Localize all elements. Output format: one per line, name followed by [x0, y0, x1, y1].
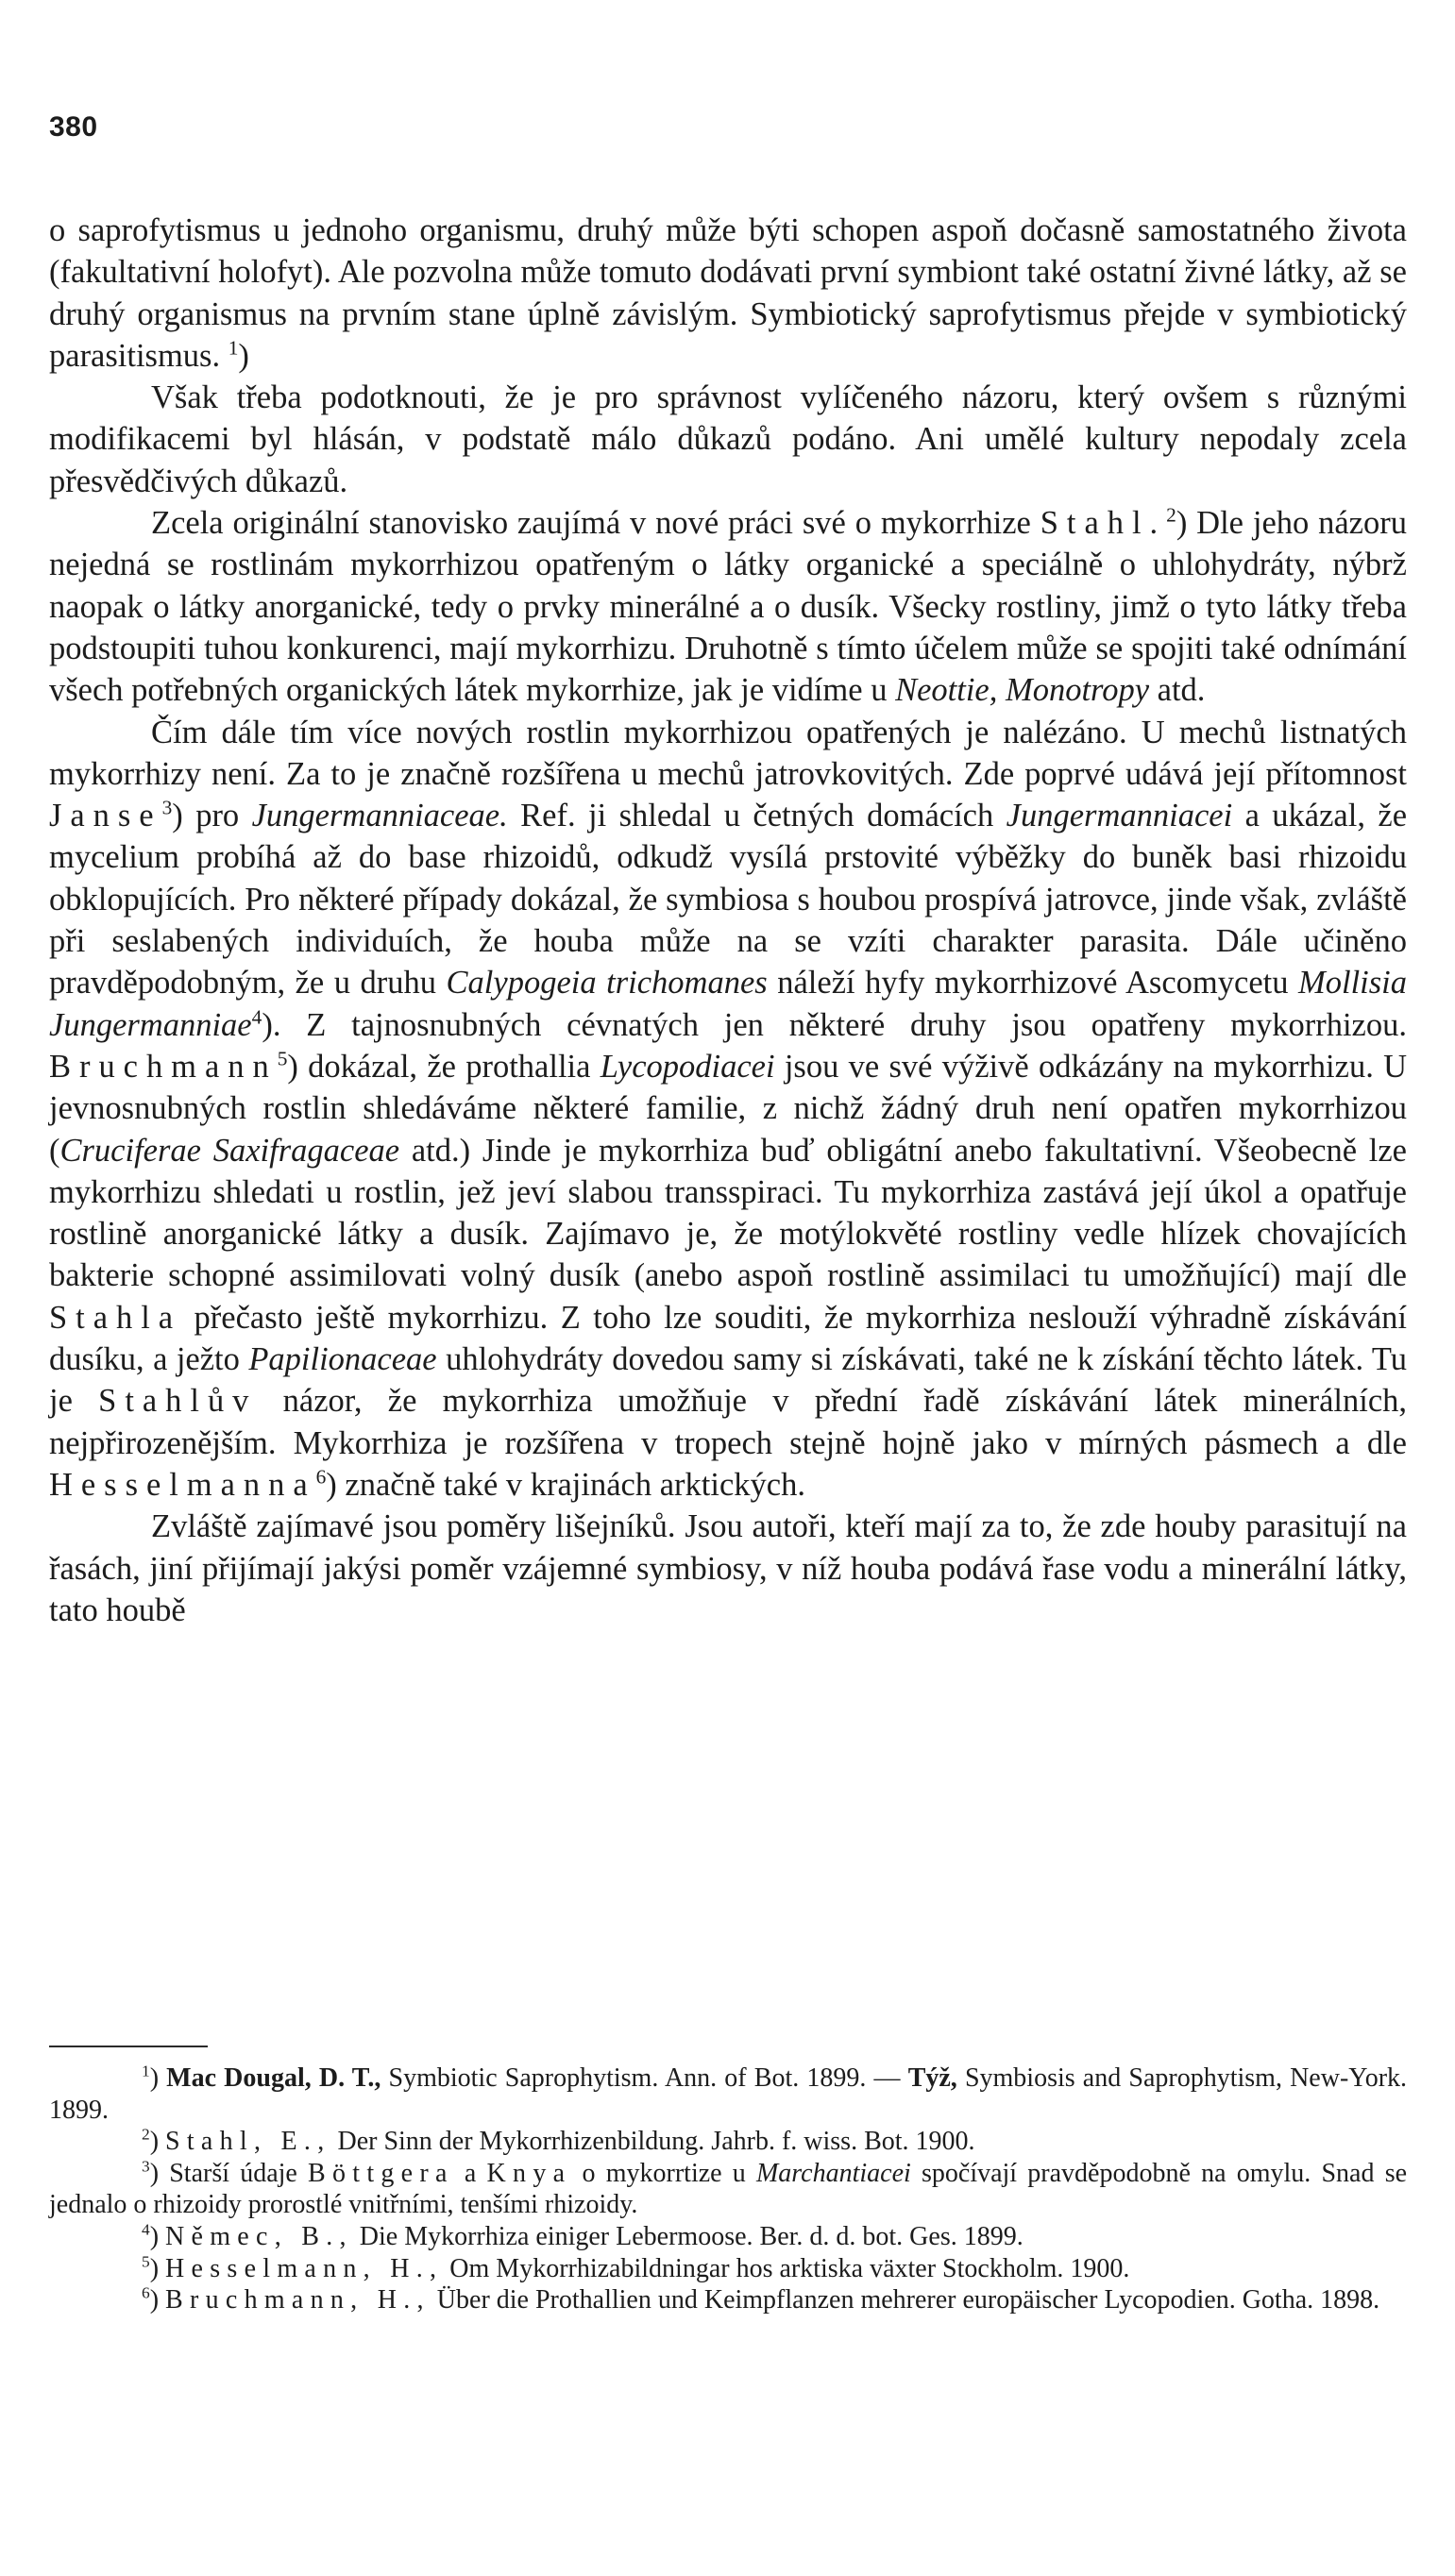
- footnote-ref: 6: [315, 1465, 327, 1489]
- paragraph-text: uhlohydráty dovedou samy si získávati, také ne k získání těchto látek. Tu je: [49, 1341, 1408, 1420]
- footnote-ref: 4: [251, 1005, 262, 1029]
- paragraph-text: přečasto ještě mykorrhizu. Z toho lze souditi, že mykorrhiza neslouží výhradně získávání dusíku, a ježto: [49, 1299, 1407, 1378]
- taxon-name: Marchantiacei: [755, 2158, 911, 2188]
- paragraph-text: náleží hyfy mykorrhizové Ascomycetu: [777, 965, 1289, 1002]
- author-name: Böttgera: [308, 2158, 454, 2188]
- author-name: Hesselmanna: [49, 1466, 316, 1503]
- page-number: 380: [49, 111, 98, 143]
- author-name: Mac Dougal, D. T.,: [166, 2063, 381, 2093]
- author-name: Stahla: [49, 1299, 182, 1336]
- footnotes: [49, 2062, 1407, 2316]
- paragraph-text: Čím dále tím více nových rostlin mykorrhizou opatřených je nalézáno. U mechů listnatých mykorrhizy není. Za to je značně rozšířena u mechů jatrovkovitých. Zde poprvé udává její přítomnost: [49, 714, 1407, 792]
- paragraph-text: jsou ve své výživě odkázány na mykorrhizu. U jevnosnubných rostlin shledáváme některé familie, z nichž žádný druh není opatřen mykorrhizou (: [49, 1048, 1408, 1169]
- paragraph-lisejniky: [49, 1506, 1407, 1631]
- footnote-text: o mykorrtize u: [582, 2158, 746, 2188]
- footnote-6: $^6$) Bruchmann, H., Über die Prothallien und Keimpflanzen mehrerer europäischer Lycopodien. Gotha. 1898.: [142, 2283, 1380, 2315]
- footnote-text: a: [464, 2158, 477, 2188]
- taxon-name: Jungermanniaceae.: [251, 798, 508, 834]
- author-name: Hesselmann, H.,: [165, 2253, 444, 2283]
- paragraph-text: Dle jeho názoru nejedná se rostlinám mykorrhizou opatřeným o látky organické a speciálně o uhlohydráty, nýbrž naopak o látky anorganické, tedy o prvky minerálné a o dusík. Všecky rostliny, jimž o tyto látky třeba podstoupiti tuhou konkurenci, mají mykorrhizu. Druhotně s tímto účelem může se spojiti také odnímání všech potřebných organických látek mykorrhize, jak je vidíme u: [49, 505, 1407, 709]
- footnote-rule: [49, 2046, 208, 2047]
- taxon-name: Neottie, Monotropy: [895, 672, 1150, 709]
- paragraph-text: Zvláště zajímavé jsou poměry lišejníků. Jsou autoři, kteří mají za to, že zde houby parasitují na řasách, jiní přijímají jakýsi poměr vzájemné symbiosy, v níž houba podává řase vodu a minerální látky, tato houbě: [49, 1508, 1407, 1628]
- paragraph-saprofytismus: o saprofytismus u jednoho organismu, druhý může býti schopen aspoň dočasně samostatného života (fakultativní holofyt). Ale pozvolna může tomuto dodávati první symbiont také ostatní živné látky, až se druhý organismus na prvním stane úplně závislým. Symbiotický saprofytismus přejde v symbiotický parasitismus. $^1$): [49, 212, 1407, 374]
- footnote-text: spočívají pravděpodobně na omylu. Snad se jednalo o rhizoidy prorostlé vnitřními, tenšími rhizoidy.: [49, 2158, 1408, 2220]
- footnote-ref: 5: [277, 1047, 288, 1070]
- author-name: Němec, B.,: [165, 2221, 353, 2251]
- paragraph-text: značně také v krajinách arktických.: [345, 1466, 805, 1503]
- paragraph-text: pro: [195, 798, 240, 834]
- footnote-text: Starší údaje: [169, 2158, 297, 2188]
- footnote-5: $^5$) Hesselmann, H., Om Mykorrhizabildningar hos arktiska växter Stockholm. 1900.: [142, 2252, 1130, 2283]
- paragraph-text: Však třeba podotknouti, že je pro správnost vylíčeného názoru, který ovšem s různými modifikacemi byl hlásán, v podstatě málo důkazů podáno. Ani umělé kultury nepodaly zcela přesvědčivých důkazů.: [49, 379, 1407, 499]
- taxon-name: Calypogeia trichomanes: [446, 965, 768, 1002]
- author-name: Knya: [486, 2158, 572, 2188]
- footnote-1: $^1$) Mac Dougal, D. T., Symbiotic Saprophytism. Ann. of Bot. 1899. — Týž, Symbiosis and Saprophytism, New-York. 1899.: [49, 2062, 1408, 2125]
- paragraph-text: o saprofytismus u jednoho organismu, druhý může býti schopen aspoň dočasně samostatného života (fakultativní holofyt). Ale pozvolna může tomuto dodávati první symbiont také ostatní živné látky, až se druhý organismus na prvním stane úplně závislým. Symbiotický saprofytismus přejde v symbiotický parasitismus.: [49, 212, 1407, 374]
- paragraph-text: atd.: [1157, 672, 1206, 709]
- footnote-4: $^4$) Němec, B., Die Mykorrhiza einiger Lebermoose. Ber. d. d. bot. Ges. 1899.: [142, 2220, 1024, 2251]
- footnote-ref: 3: [161, 796, 173, 819]
- footnote-marker: 2: [142, 2125, 150, 2144]
- author-name: Týž,: [907, 2063, 957, 2093]
- footnote-text: Symbiosis and Saprophytism, New-York. 1899.: [49, 2063, 1408, 2125]
- paragraph-stahl: Zcela originální stanovisko zaujímá v nové práci své o mykorrhize Stahl.$^2$) Dle jeho názoru nejedná se rostlinám mykorrhizou opatřeným o látky organické a speciálně o uhlohydráty, nýbrž naopak o látky anorganické, tedy o prvky minerálné a o dusík. Všecky rostliny, jimž o tyto látky třeba podstoupiti tuhou konkurenci, mají mykorrhizu. Druhotně s tímto účelem může se spojiti také odnímání všech potřebných organických látek mykorrhize, jak je vidíme u Neottie, Monotropy atd.: [49, 503, 1407, 709]
- paragraph-podotknouti: [49, 377, 1407, 502]
- paragraph-text: dokázal, že prothallia: [308, 1048, 591, 1085]
- paragraph-text: Zcela originální stanovisko zaujímá v nové práci své o mykorrhize: [151, 505, 1031, 542]
- paragraph-text: názor, že mykorrhiza umožňuje v přední řadě získávání látek minerálních, nejpřirozenějším. Mykorrhiza je rozšířena v tropech stejně hojně jako v mírných pásmech a dle: [49, 1383, 1408, 1461]
- taxon-name: Jungermanniacei: [1006, 798, 1233, 834]
- paragraph-text: a ukázal, že mycelium probíhá až do base rhizoidů, odkudž vysílá prstovité výběžky do buněk basi rhizoidu obklopujících. Pro některé případy dokázal, že symbiosa s houbou prospívá jatrovce, jinde však, zvláště při seslabených individuích, že houba může na se vzíti charakter parasita. Dále učiněno pravděpodobným, že u druhu: [49, 798, 1408, 1002]
- footnote-3: $^3$) Starší údaje Böttgera a Knya o mykorrtize u Marchantiacei spočívají pravděpodobně na omylu. Snad se jednalo o rhizoidy prorostlé vnitřními, tenšími rhizoidy.: [49, 2157, 1408, 2220]
- footnote-ref: 1: [228, 336, 239, 360]
- paragraph-mykorrhiza: Čím dále tím více nových rostlin mykorrhizou opatřených je nalézáno. U mechů listnatých mykorrhizy není. Za to je značně rozšířena u mechů jatrovkovitých. Zde poprvé udává její přítomnost Janse$^3$) pro Jungermanniaceae. Ref. ji shledal u četných domácích Jungermanniacei a ukázal, že mycelium probíhá až do base rhizoidů, odkudž vysílá prstovité výběžky do buněk basi rhizoidu obklopujících. Pro některé případy dokázal, že symbiosa s houbou prospívá jatrovce, jinde však, zvláště při seslabených individuích, že houba může na se vzíti charakter parasita. Dále učiněno pravděpodobným, že u druhu Calypogeia trichomanes náleží hyfy mykorrhizové Ascomycetu Mollisia Jungermanniae$^4$). Z tajnosnubných cévnatých jen některé druhy jsou opatřeny mykorrhizou. Bruchmann$^5$) dokázal, že prothallia Lycopodiacei jsou ve své výživě odkázány na mykorrhizu. U jevnosnubných rostlin shledáváme některé familie, z nichž žádný druh není opatřen mykorrhizou (Cruciferae Saxifragaceae atd.) Jinde je mykorrhiza buď obligátní anebo fakultativní. Všeobecně lze mykorrhizu shledati u rostlin, jež jeví slabou transspiraci. Tu mykorrhiza zastává její úkol a opatřuje rostlině anorganické látky a dusík. Zajímavo je, že motýlokvěté rostliny vedle hlízek chovajících bakterie schopné assimilovati volný dusík (anebo aspoň rostlině assimilaci tu umožňující) mají dle Stahla přečasto ještě mykorrhizu. Z toho lze souditi, že mykorrhiza neslouží výhradně získávání dusíku, a ježto Papilionaceae uhlohydráty dovedou samy si získávati, také ne k získání těchto látek. Tu je Stahlův názor, že mykorrhiza umožňuje v přední řadě získávání látek minerálních, nejpřirozenějším. Mykorrhiza je rozšířena v tropech stejně hojně jako v mírných pásmech a dle Hesselmanna$^6$) značně také v krajinách arktických.: [49, 714, 1408, 1503]
- footnote-text: Om Mykorrhizabildningar hos arktiska växter Stockholm. 1900.: [449, 2253, 1130, 2283]
- body-text: [49, 210, 1407, 1631]
- taxon-name: Papilionaceae: [248, 1341, 437, 1378]
- footnote-text: Über die Prothallien und Keimpflanzen mehrerer europäischer Lycopodien. Gotha. 1898.: [436, 2285, 1380, 2315]
- footnote-marker: 4: [142, 2220, 150, 2239]
- author-name: Janse: [49, 798, 162, 834]
- author-name: Stahlův: [98, 1383, 258, 1420]
- footnote-2: $^2$) Stahl, E., Der Sinn der Mykorrhizenbildung. Jahrb. f. wiss. Bot. 1900.: [142, 2125, 975, 2157]
- author-name: Bruchmann, H.,: [165, 2285, 431, 2315]
- footnote-marker: 5: [142, 2252, 150, 2271]
- paragraph-text: atd.) Jinde je mykorrhiza buď obligátní anebo fakultativní. Všeobecně lze mykorrhizu shledati u rostlin, jež jeví slabou transspiraci. Tu mykorrhiza zastává její úkol a opatřuje rostlině anorganické látky a dusík. Zajímavo je, že motýlokvěté rostliny vedle hlízek chovajících bakterie schopné assimilovati volný dusík (anebo aspoň rostlině assimilaci tu umožňující) mají dle: [49, 1132, 1407, 1294]
- author-name: Stahl.: [1040, 505, 1167, 542]
- footnote-ref: 2: [1166, 503, 1176, 527]
- taxon-name: Cruciferae Saxifragaceae: [59, 1132, 400, 1169]
- taxon-name: Lycopodiacei: [600, 1048, 775, 1085]
- footnote-marker: 6: [142, 2283, 150, 2302]
- paragraph-text: Ref. ji shledal u četných domácích: [520, 798, 994, 834]
- footnote-marker: 1: [142, 2062, 150, 2080]
- footnote-text: Der Sinn der Mykorrhizenbildung. Jahrb. f. wiss. Bot. 1900.: [337, 2127, 975, 2157]
- paragraph-text: . Z tajnosnubných cévnatých jen některé druhy jsou opatřeny mykorrhizou.: [272, 1006, 1407, 1043]
- taxon-name: Mollisia Jungermanniae: [49, 965, 1408, 1043]
- author-name: Bruchmann: [49, 1048, 278, 1085]
- footnote-text: Die Mykorrhiza einiger Lebermoose. Ber. d. d. bot. Ges. 1899.: [359, 2221, 1024, 2251]
- footnote-text: Symbiotic Saprophytism. Ann. of Bot. 1899. —: [388, 2063, 901, 2093]
- author-name: Stahl, E.,: [165, 2127, 331, 2157]
- footnote-marker: 3: [142, 2157, 150, 2176]
